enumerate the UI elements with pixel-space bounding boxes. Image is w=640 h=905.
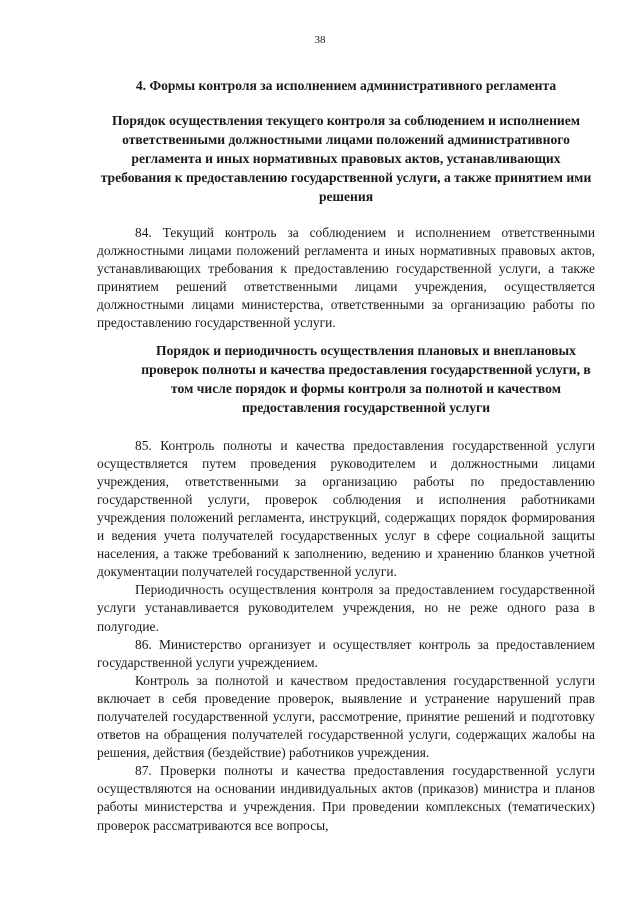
paragraph-periodicity: Периодичность осуществления контроля за предоставлением государственной услуги устанавливается руководителем учреждения, но не реже одного раза в полугодие. (97, 582, 595, 634)
paragraph-84: 84. Текущий контроль за соблюдением и исполнением ответственными должностными лицами положений регламента и иных нормативных правовых актов, устанавливающих требования к предоставлению государственной услуги, а также принятием решений ответственными лицами учреждения, осуществляется должностными лицами министерства, ответственными за организацию работы по предоставлению государственной услуги. (97, 225, 595, 331)
subsection-heading-1: Порядок осуществления текущего контроля за соблюдением и исполнением ответственными должностными лицами положений административного регламента и иных нормативных правовых актов, устанавливающих требования к предоставлению государственной услуги, а также принятием ими решения (100, 113, 592, 204)
section-title: 4. Формы контроля за исполнением административного регламента (135, 78, 557, 93)
paragraph-87: 87. Проверки полноты и качества предоставления государственной услуги осуществляются на основании индивидуальных актов (приказов) министра и планов работы министерства и учреждения. При проведении комплексных (тематических) проверок рассматриваются все вопросы, (97, 763, 595, 833)
paragraph-85: 85. Контроль полноты и качества предоставления государственной услуги осуществляется путем проведения руководителем и должностными лицами учреждения, ответственными за организацию работы по предоставлению государственной услуги, проверок соблюдения и исполнения работниками учреждения положений регламента, инструкций, содержащих порядок формирования и ведения учета получателей государственных услуг в сфере социальной защиты населения, а также требований к заполнению, ведению и хранению бланков учетной документации получателей государственной услуги. (97, 437, 595, 580)
paragraph-control-scope: Контроль за полнотой и качеством предоставления государственной услуги включает в себя проведение проверок, выявление и устранение нарушений прав получателей государственной услуги, рассмотрение, принятие решений и подготовку ответов на обращения получателей государственной услуги, содержащих жалобы на решения, действия (бездействие) работников учреждения. (97, 672, 595, 761)
page-content (97, 76, 595, 835)
page-number: 38 (314, 34, 326, 46)
paragraph-86: 86. Министерство организует и осуществляет контроль за предоставлением государственной услуги учреждением. (97, 636, 595, 670)
subsection-heading-2: Порядок и периодичность осуществления плановых и внеплановых проверок полноты и качества предоставления государственной услуги, в том числе порядок и формы контроля за полнотой и качеством предоставления государственной услуги (141, 342, 591, 415)
